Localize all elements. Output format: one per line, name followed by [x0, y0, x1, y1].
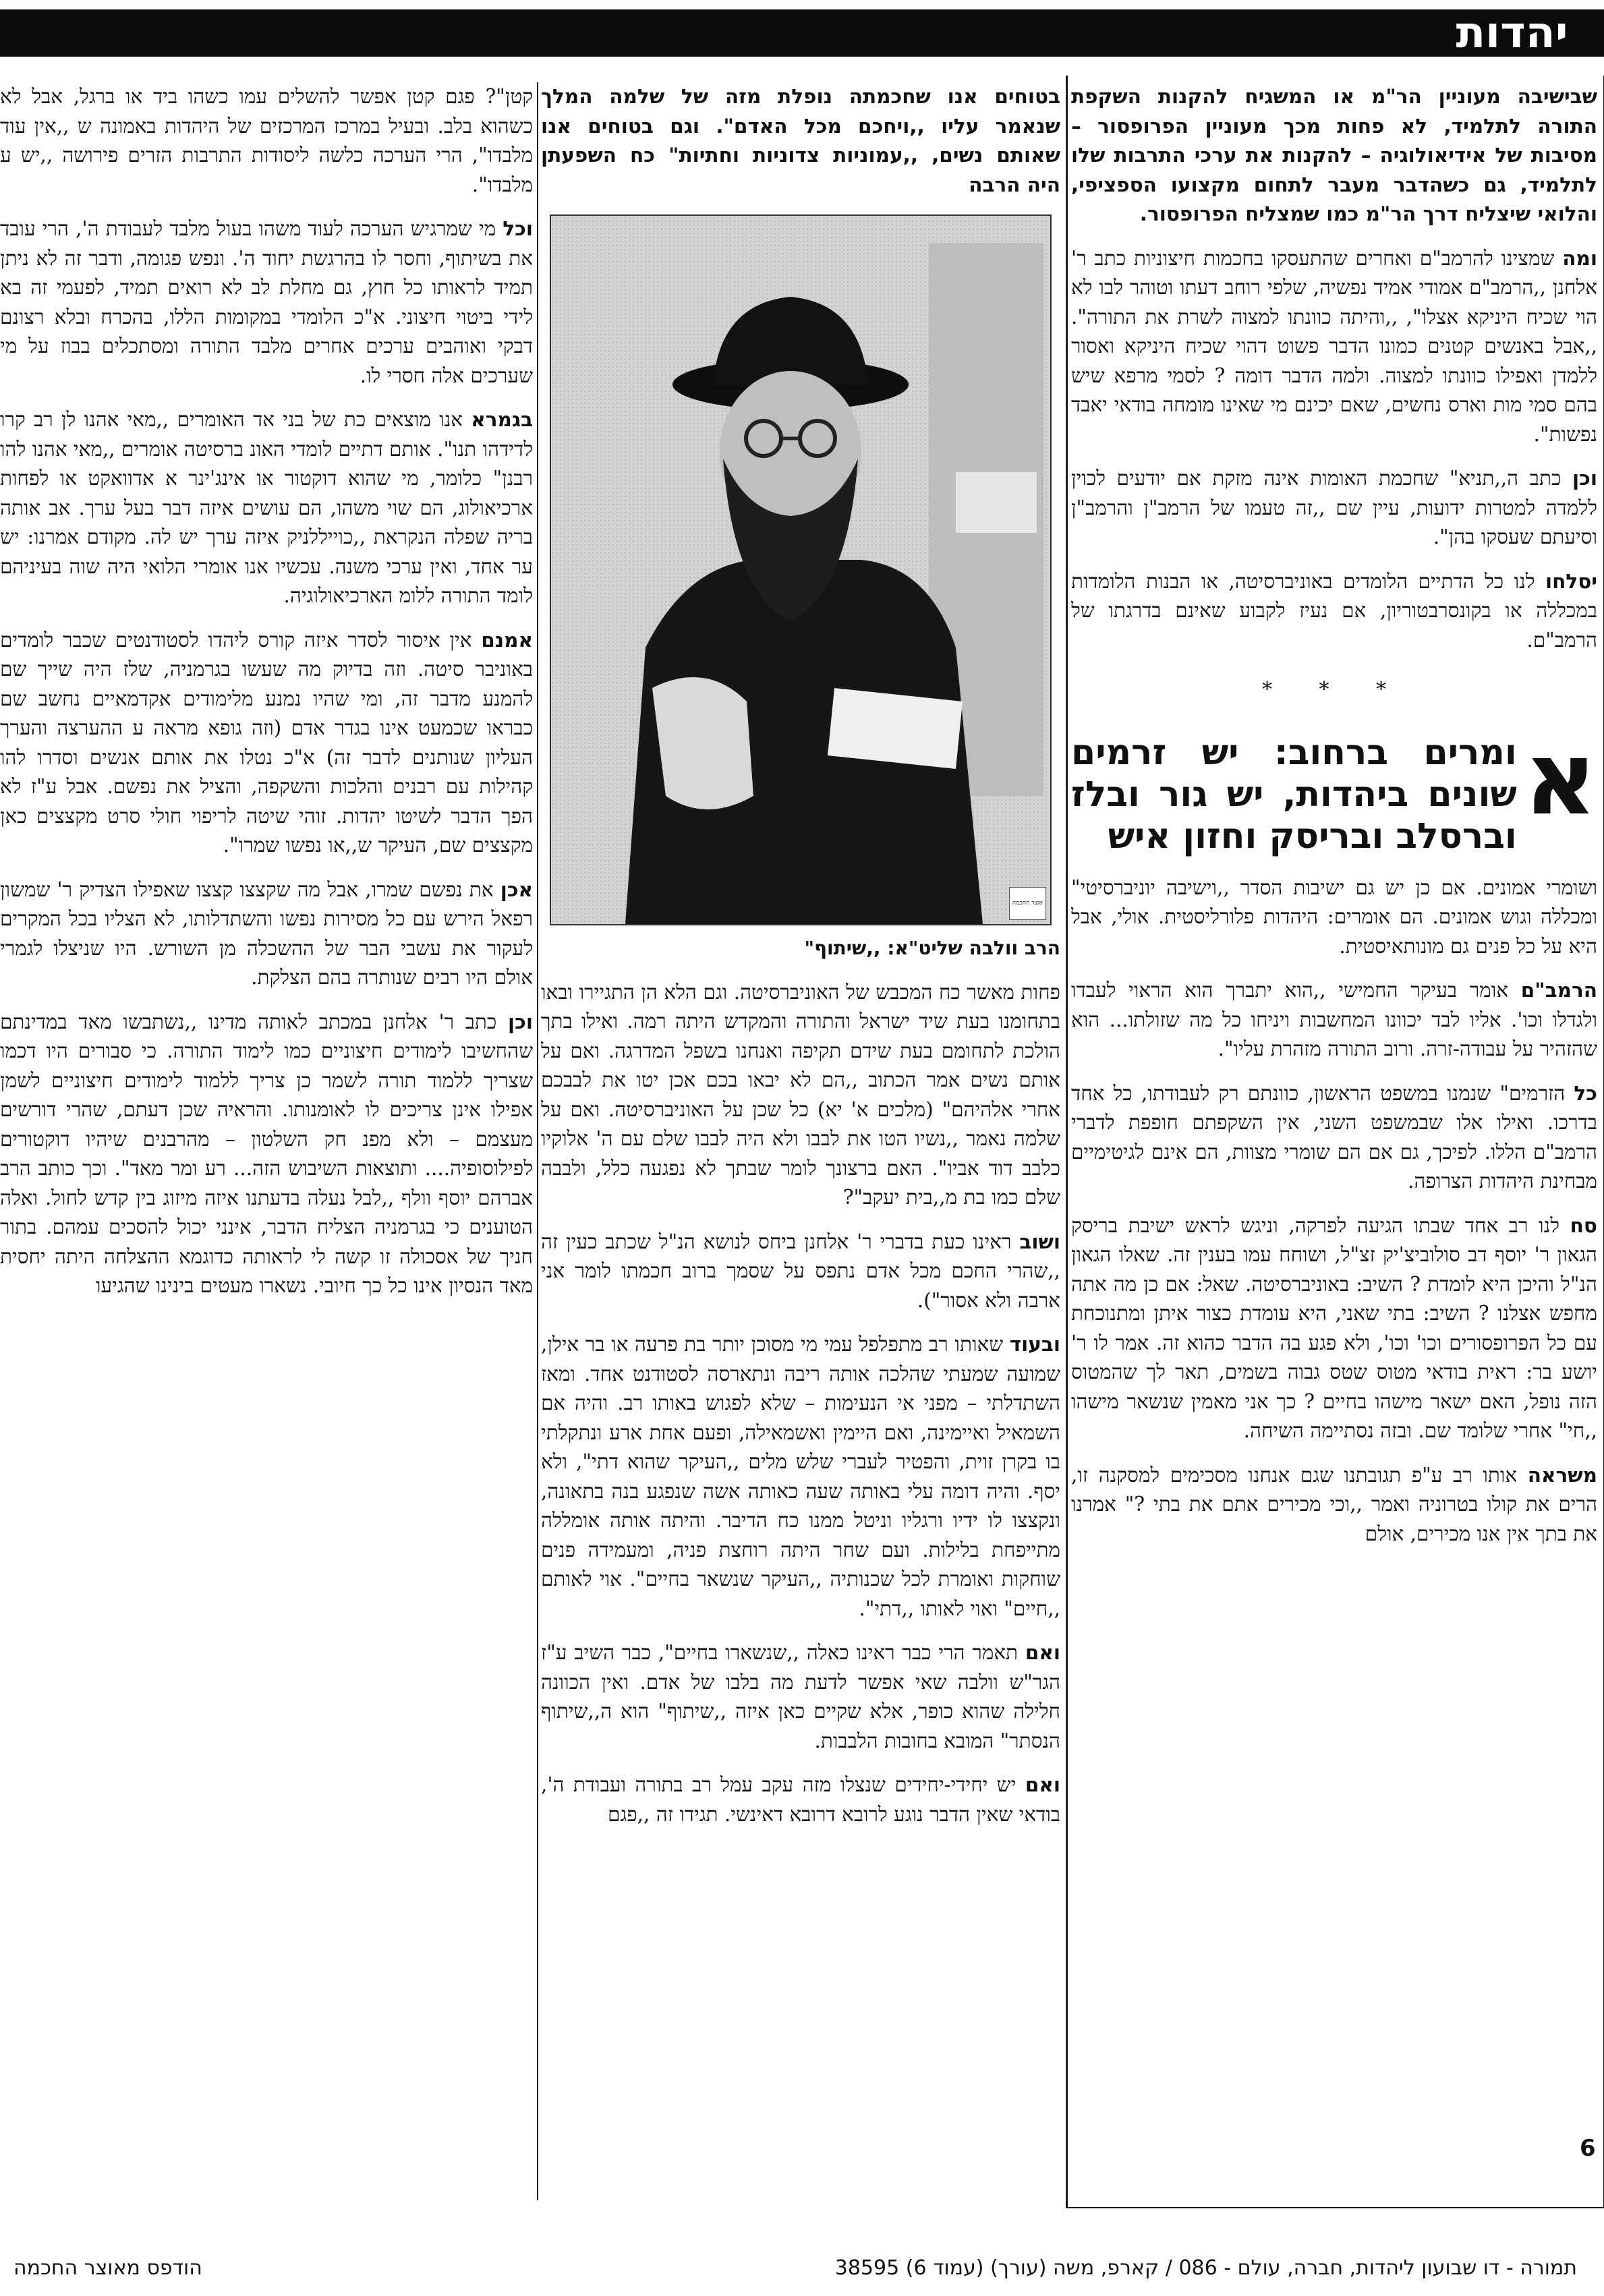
sub-article-headline: [1071, 720, 1597, 857]
paragraph-lead-word: אכן: [500, 878, 533, 901]
paragraph-text: יש יחידי-יחידים שנצלו מזה עקב עמל רב בתורה ועבודת ה', בודאי שאין הדבר נוגע לרובא דרובא דאינשי. תגידו זה ,,פגם: [541, 1773, 1060, 1826]
intro-paragraph: בטוחים אנו שחכמתה נופלת מזה של שלמה המלך שנאמר עליו ,,ויחכם מכל האדם". וגם בטוחים אנו שאותם נשים, ,,עמוניות צדוניות וחתיות" כח השפעתן היה הרבה: [541, 85, 1060, 196]
article-paragraph: [0, 82, 533, 200]
paragraph-text: אין איסור לסדר איזה קורס ליהדו לסטודנטים שכבר לומדים באוניבר סיטה. וזה בדיוק מה שעשו בגרמניה, שלז היה שייך שם להמנע מדבר זה, ומי שהיו נמנע מלימודים אקדמאיים נחשב שם כבראו שכמעט אינו בגדר אדם (וזה גופא מראה ע ההערצה והערך העליון שנותנים לדבר זה) א"כ נטלו את אותם אנשים וסדרו להו קהילות עם רבנים והלכות והשקפה, והציל את נפשם. אבל ע"ז לא הפך הדבר לשיטו יהדות. זוהי שיטה לריפוי חולי סרט מקצצים כאן מקצצים שם, העיקר ש,,או נפשו שמרו".: [0, 628, 533, 857]
article-paragraph: [0, 214, 533, 391]
paragraph-lead-word: בגמרא: [471, 408, 533, 431]
footer-citation: תמורה - דו שבועון ליהדות, חברה, עולם - 086 / קארפ, משה (עורך) (עמוד 6) 38595: [834, 2256, 1577, 2280]
paragraph-lead-word: סח: [1570, 1213, 1597, 1237]
archive-watermark: אוצר החכמה: [1009, 887, 1046, 921]
paragraph-lead-word: וכל: [503, 217, 533, 240]
section-title: יהדות: [1429, 9, 1595, 57]
portrait-illustration: [551, 216, 1050, 924]
paragraph-lead-word: ושוב: [1019, 1230, 1060, 1253]
article-column-middle: [541, 82, 1060, 2207]
article-paragraph: [1071, 1461, 1597, 1549]
paragraph-lead-word: כל: [1574, 1081, 1597, 1105]
article-paragraph: [0, 1008, 533, 1301]
article-paragraph: [0, 876, 533, 993]
paragraph-lead-word: וכן: [1572, 467, 1597, 490]
article-column-right: [1071, 82, 1597, 2207]
column-middle-paragraphs: [541, 978, 1060, 1830]
paragraph-lead-word: ואם: [1025, 1641, 1060, 1664]
paragraph-text: מי שמרגיש הערכה לעוד משהו בעול מלבד לעבודת ה', הרי עובד את בשיתוף, וחסר לו בהרגשת יחוד ה'. ונפש פגומה, ודבר זה לא ניתן תמיד לראותו כל חוץ, גם מחלת לב לא רואים תמיד, לפעמי זה בא לידי ביטוי חיצוני. א"כ הלומדי במקומות הללו, בהכרח ובלא רצונם דבקי ואוהבים ערכים אחרים מלבד התורה ומסתכלים בבוז על מי שערכים אלה חסרי לו.: [0, 217, 533, 387]
paragraph-text: שבישיבה מעוניין הר"מ או המשגיח להקנות השקפת התורה לתלמיד, לא פחות מכך מעוניין הפרופסור – מסיבות של אידיאולוגיה – להקנות את ערכי התרבות שלו לתלמיד, גם כשהדבר מעבר לתחום מקצועו הספציפי, והלואי שיצליח דרך הר"מ כמו שמצליח הפרופסור.: [1071, 85, 1597, 225]
paragraph-text: קטן"? פגם קטן אפשר להשלים עמו כשהו ביד או ברגל, אבל לא כשהוא בלב. ובעיל במרכז המרכזים של היהדות באמונה ש ,,אין עוד מלבדו", הרי הערכה כלשה ליסודות התרבות הזרים פירושה ,,יש ע מלבדו".: [0, 85, 533, 196]
paragraph-text: אותו רב ע"פ תגובתנו שגם אנחנו מסכימים למסקנה זו, הרים את קולו בטרוניה ואמר ,,וכי מכירים אתם את בתי ?" אמרנו את בתך אין אנו מכירים, אולם: [1071, 1463, 1597, 1545]
footer-printed-from: הודפס מאוצר החכמה: [13, 2256, 202, 2280]
article-paragraph: [541, 1638, 1060, 1756]
article-column-left: [0, 82, 533, 2207]
paragraph-text: לנו כל הדתיים הלומדים באוניברסיטה, או הבנות הלומדות במכללה או בקונסרבטוריון, אם נעיז לקבוע שאינם בדרגתו של הרמב"ם.: [1071, 569, 1597, 652]
paragraph-text: כתב ה,,תניא" שחכמת האומות אינה מזקת אם יודעים לכוין ללמדה למטרות ידועות, עיין שם ,,זה טעמו של הרמב"ן והרמב"ן וסיעתם שעסקו בהן".: [1071, 467, 1597, 548]
paragraph-text: אומר בעיקר החמישי ,,הוא יתברך הוא הראוי לעבדו ולגדלו וכו'. אליו לבד יכוונו המחשבות ויניחו כל מה שזולתו... הוא שהזהיר על עבודה-זרה. ורוב התורה מזהרת עליו".: [1071, 979, 1597, 1060]
headline-text: ומרים ברחוב: יש זרמים שונים ביהדות, יש גור ובלז וברסלב ובריסק וחזון איש: [1071, 732, 1517, 857]
column-right-paragraphs-continued: [1071, 873, 1597, 1549]
article-paragraph: [1071, 464, 1597, 552]
headline-initial-letter: א: [1523, 720, 1597, 838]
column-divider-left: [537, 82, 538, 2200]
article-paragraph: [541, 1228, 1060, 1316]
paragraph-text: כתב ר' אלחנן במכתב לאותה מדינו ,,נשתבשו מאד במדינתם שהחשיבו לימודים חיצוניים כמו לימוד התורה. כי סבורים היו דכמו שצריך ללמוד תורה לשמר כן צריך ללמוד לימודים חיצוניים לשמן אפילו אינן צריכים לו לאומנותו. והראיה שכן דעתם, שהרי דורשים מעצמם – ולא מפנ חק השלטון – מהרבנים שיהיו דוקטורים לפילוסופיה.... ותוצאות השיבוש הזה... רע ומר מאד". וכך כותב הרב אברהם יוסף וולף ,,לבל נעלה בדעתנו איזה מיזוג בין קדש לחול. ואלה הטוענים כי בגרמניה הצליח הדבר, אינני יכול להסכים עמהם. בתור חניך של אסכולה זו קשה לי לראותה כדוגמא ההצלחה היתה יחסית מאד הנסיון אינו כל כך חיובי. נשארו מעטים בינינו שהגיעו: [0, 1010, 533, 1297]
paragraph-lead-word: אמנם: [481, 628, 533, 652]
article-paragraph: [1071, 1211, 1597, 1446]
section-separator-stars: * * *: [1261, 678, 1407, 701]
paragraph-text: את נפשם שמרו, אבל מה שקצצו קצצו שאפילו הצדיק ר' שמשון רפאל הירש עם כל מסירות נפשו והשתדלותו, לא הצליו בכל המקרים לעקור את עשבי הבר של ההשכלה מן השורש. היו שניצלו לגמרי אולם היו רבים שנותרה בהם הצלקת.: [0, 878, 533, 989]
paragraph-text: הזרמים" שנמנו במשפט הראשון, כוונתם רק לעבודתו, כל אחד בדרכו. ואילו אלו שבמשפט השני, אין השקפתם חופפת לדברי הרמב"ם הללו. לפיכך, גם אם הם שומרי מצוות, הם אינם לגיטימיים מבחינת היהדות הצרופה.: [1071, 1081, 1597, 1193]
paragraph-lead-word: ואם: [1025, 1773, 1060, 1796]
article-paragraph: [1071, 976, 1597, 1064]
article-paragraph: [0, 405, 533, 611]
paragraph-lead-word: ומה: [1562, 246, 1597, 270]
photo-caption: הרב וולבה שליט"א: ,,שיתוף": [804, 937, 1060, 959]
article-paragraph: [0, 626, 533, 861]
paragraph-text: ושומרי אמונים. אם כן יש גם ישיבות הסדר ,,וישיבה יוניברסיטי" ומכללה וגוש אמונים. הם אומרים: היהדות פלורליסטית. אולי, אבל היא על כל פנים גם מונותאיסטית.: [1071, 876, 1597, 958]
paragraph-lead-word: וכן: [508, 1010, 533, 1033]
paragraph-text: אנו מוצאים כת של בני אד האומרים ,,מאי אהנו לן רב קרו לדידהו תנו". אותם דתיים לומדי האונ ברסיטה אומרים ,,מאי אהנו להו רבנן" כלומר, מי שהוא דוקטור או אינג'ינר א אדוואקט או לפחות ארכיאולוג, הם שוי משהו, הם עושים איזה דבר בעל ערך. אב אותה בריה שפלה הנקראת ,,כוייללניק איזה ערך יש לה. מקודם אמרנו: יש ער אחד, ואין ערכי משנה. עכשיו אנו אומרי הלואי היה שוה בעיניהם לומד התורה ללומ הארכיאולוגיה.: [0, 408, 533, 607]
section-header-bar: [0, 9, 1604, 57]
paragraph-lead-word: הרמב"ם: [1520, 979, 1597, 1002]
paragraph-text: פחות מאשר כח המכבש של האוניברסיטה. וגם הלא הן התגיירו ובאו בתחומנו בעת שיד ישראל והתורה והמקדש היתה רמה. ואילו בתך הולכת לתחומם בעת שידם תקיפה ואנחנו בשפל המדרגה. ואם על אותם נשים אמר הכתוב ,,הם לא יבאו בכם אכן יטו את לבבכם אחרי אלהיהם" (מלכים א' יא) כל שכן על האוניברסיטה. ואם על שלמה נאמר ,,נשיו הטו את לבבו ולא היה לבבו שלם עם ה' אלוקיו כלבב דוד אביו". האם ברצונך לומר שבתך לא נפגעה כלל, ולבבה שלם כמו בת מ,,בית יעקב"?: [541, 980, 1060, 1209]
article-paragraph: [1071, 873, 1597, 962]
column-left-paragraphs: [0, 82, 533, 1301]
paragraph-text: לנו רב אחד שבתו הגיעה לפרקה, וניגש לראש ישיבת בריסק הגאון ר' יוסף דב סולוביצ'יק זצ"ל, ושוחח עמו בענין זה. שאלו הגאון הנ"ל והיכן היא לומדת ? השיב: באוניברסיטה. שאל: אם כן מה אתה מחפש אצלנו ? השיב: בתי שאני, היא עומדת כצור איתן ומתנוכחת עם כל הפרופסורים וכו' וכו', ולא פגע בה הדבר כהוא זה. אמר לו ר' יושע בר: ראית בודאי מטוס שטס גבוה בשמים, תאר לך שהמטוס הזה נופל, האם ישאר מישהו בחיים ? כך אני מאמין שנשאר מישהו ,,חי" אחרי שלומד שם. ובזה נסתיימה השיחה.: [1071, 1213, 1597, 1442]
paragraph-text: שמצינו להרמב"ם ואחרים שהתעסקו בחכמות חיצוניות כתב ר' אלחנן ,,הרמב"ם אמודי אמיד נפשיה, שלפי רוחב דעתו וטוהר לבו לא הוי שכיח היניקא אצלו", ,,והיתה כוונתו למצוה לשרת את התורה". ,,אבל באנשים קטנים כמונו הדבר פשוט דהוי שכיח היניקא ואסור ללמדן ואפילו כוונתו למצוה. ולמה הדבר דומה ? לסמי מרפא שיש בהם סמי מות וארס נחשים, שאם יכינם מי שאינו מומחה בודאי יאבד נפשות".: [1071, 246, 1597, 446]
paragraph-lead-word: ובעוד: [1009, 1333, 1060, 1356]
article-paragraph: [1071, 82, 1597, 229]
paragraph-text: תאמר הרי כבר ראינו כאלה ,,שנשארו בחיים", כבר השיב ע"ז הגר"ש וולבה שאי אפשר לדעת מה בלבו של אדם. ואין הכוונה חלילה שהוא כופר, אלא שקיים כאן איזה ,,שיתוף" הוא ה,,שיתוף הנסתר" המובא בחובות הלבבות.: [541, 1641, 1060, 1752]
article-paragraph: [1071, 567, 1597, 656]
paragraph-lead-word: משראה: [1527, 1463, 1597, 1487]
article-paragraph: [541, 1330, 1060, 1624]
column-right-paragraphs: [1071, 82, 1597, 655]
paragraph-lead-word: יסלחו: [1545, 569, 1597, 593]
article-paragraph: [1071, 1079, 1597, 1197]
paragraph-text: ראינו כעת בדברי ר' אלחנן ביחס לנושא הנ"ל שכתב כעין זה ,,שהרי החכם מכל אדם נתפס על שסמך ברוב חכמתו לומר אני ארבה ולא אסור").: [541, 1230, 1060, 1312]
article-paragraph: [541, 978, 1060, 1213]
rabbi-photo: [550, 214, 1052, 925]
article-paragraph: [541, 1771, 1060, 1829]
page-number: 6: [1580, 2135, 1596, 2162]
article-paragraph: [1071, 244, 1597, 450]
column-divider-right: [1066, 82, 1067, 2200]
paragraph-text: שאותו רב מתפלפל עמי מי מסוכן יותר בת פרעה או בר אילן, שמועה שמעתי שהלכה אותה ריבה ונתארסה לסטודנט אחד. ומאז השתדלתי – מפני אי הנעימות – שלא לפגוש באותו רב. והיה אם השמאיל ואיימינה, ואם היימין ואשמאילה, ופעם אחת ארע ונתקלתי בו בקרן זוית, והפטיר לעברי שלש מלים ,,העיקר שהוא דתי", ולא יסף. והיה דומה עלי באותה שעה כאותה אשה שנפגע בנה בתאונה, ונקצצו לו ידיו ורגליו וניטל ממנו כח הדיבר. והיתה אותה אומללה מתייפחת בלילות. ועם שחר היתה רוחצת פניה, ומעמידה פנים שוחקות ואומרת לכל שכנותיה ,,העיקר שנשאר בחיים". אוי לאותם ,,חיים" ואוי לאותו ,,דתי".: [541, 1333, 1060, 1620]
